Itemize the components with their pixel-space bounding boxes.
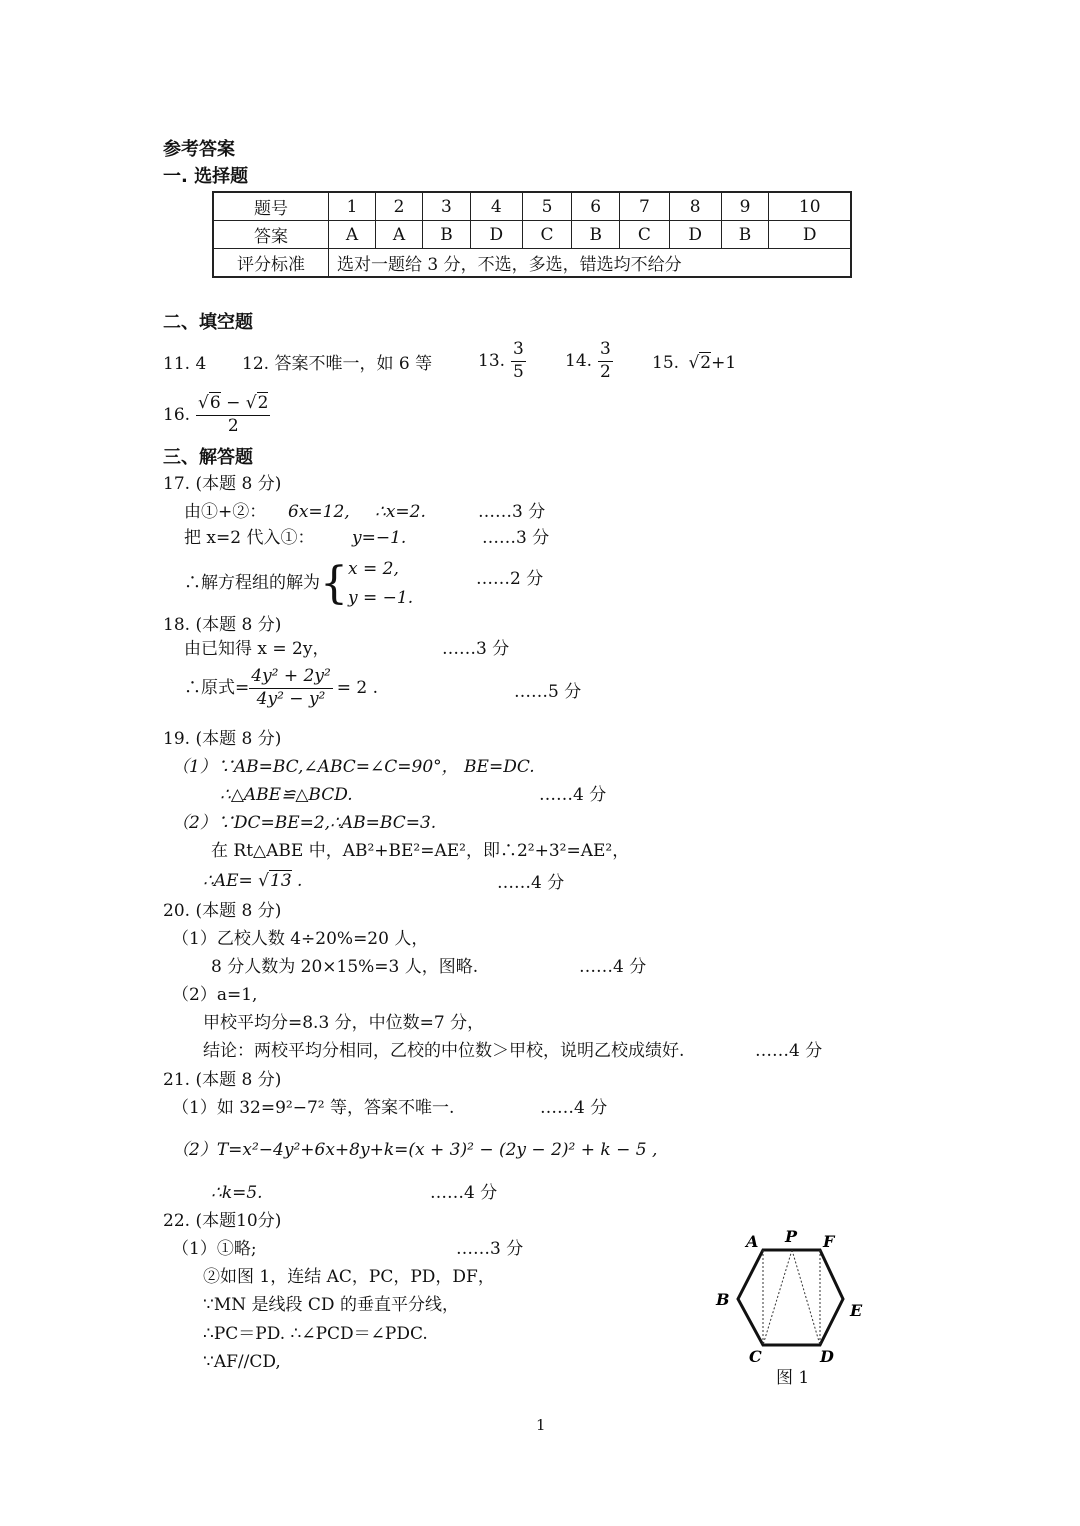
score-mark: ……4 分	[539, 785, 607, 805]
table-cell: 4	[470, 192, 522, 221]
q22-line5: ∵AF//CD,	[203, 1352, 281, 1372]
score-mark: ……3 分	[456, 1239, 524, 1259]
numerator: 3	[511, 341, 526, 362]
score-mark: ……4 分	[755, 1041, 823, 1061]
score-mark: ……3 分	[442, 639, 510, 659]
radicand: 2	[257, 393, 269, 413]
score-mark: ……5 分	[514, 682, 582, 702]
q17-line2-a: 把 x=2 代入①：	[184, 528, 315, 548]
denominator: 5	[513, 361, 524, 382]
table-cell: A	[376, 221, 423, 249]
q22-line2: ②如图 1，连结 AC，PC，PD，DF，	[203, 1267, 495, 1287]
fraction	[511, 341, 526, 382]
q19-line4: 在 Rt△ABE 中，AB²+BE²=AE²，即∴2²+3²=AE²，	[211, 841, 630, 861]
fraction	[598, 341, 613, 382]
section-fill-heading: 二、填空题	[163, 312, 253, 333]
equation-system	[348, 555, 413, 613]
sqrt-sign-icon: √	[198, 393, 209, 413]
vertex-label-b: B	[716, 1290, 730, 1309]
q21-line3: ∴k=5.	[211, 1183, 263, 1203]
answer-13	[478, 341, 526, 382]
score-mark: ……4 分	[430, 1183, 498, 1203]
q20-line3: （2）a=1,	[172, 985, 258, 1005]
q19-heading: 19. (本题 8 分)	[163, 729, 282, 749]
table-cell: C	[522, 221, 572, 249]
table-cell: 选对一题给 3 分，不选，多选，错选均不给分	[329, 249, 852, 278]
q21-line1: （1）如 32=9²−7² 等，答案不唯一.	[172, 1098, 455, 1118]
table-cell: 2	[376, 192, 423, 221]
q17-line3-a: ∴解方程组的解为	[184, 573, 320, 594]
score-mark: ……4 分	[579, 957, 647, 977]
table-row	[213, 192, 851, 221]
sqrt-sign-icon: √	[258, 871, 269, 891]
score-mark: ……3 分	[478, 502, 546, 522]
q19-line2: ∴△ABE≌△BCD.	[220, 785, 353, 805]
answer-14-label: 14.	[565, 350, 593, 371]
q18-line1: 由已知得 x = 2y，	[184, 639, 330, 659]
answer-14	[565, 341, 613, 382]
table-cell: 8	[669, 192, 721, 221]
section-solve-heading: 三、解答题	[163, 447, 253, 468]
radicand: 2	[700, 353, 712, 373]
q22-heading: 22. (本题10分)	[163, 1211, 282, 1231]
numerator: 4y² + 2y²	[249, 668, 333, 689]
segment-pc	[763, 1250, 792, 1345]
q17-line1-a: 由①+②：	[184, 502, 267, 522]
q19-line5-b: .	[291, 871, 303, 891]
fraction	[196, 395, 270, 436]
score-mark: ……4 分	[497, 873, 565, 893]
answer-12: 12. 答案不唯一，如 6 等	[242, 354, 433, 374]
q19-line1: （1）∵AB=BC,∠ABC=∠C=90°， BE=DC.	[172, 757, 535, 777]
denominator: 2	[600, 361, 611, 382]
q20-line1: （1）乙校人数 4÷20%=20 人，	[172, 929, 429, 949]
answer-11: 11. 4	[163, 354, 207, 374]
minus-sign: −	[220, 393, 246, 413]
q22-line4: ∴PC＝PD. ∴∠PCD＝∠PDC.	[203, 1324, 428, 1344]
table-cell: D	[470, 221, 522, 249]
radicand: 13	[270, 871, 292, 891]
numerator	[196, 395, 270, 416]
vertex-label-e: E	[850, 1301, 863, 1320]
q21-heading: 21. (本题 8 分)	[163, 1070, 282, 1090]
denominator: 4y² − y²	[256, 688, 326, 709]
sqrt-sign-icon: √	[688, 353, 700, 373]
page-title: 参考答案	[163, 139, 235, 160]
vertex-label-f: F	[823, 1232, 835, 1251]
q20-line5: 结论：两校平均分相同，乙校的中位数＞甲校，说明乙校成绩好.	[203, 1041, 685, 1061]
answer-16-label: 16.	[163, 404, 191, 425]
q22-line1: （1）①略;	[172, 1239, 257, 1259]
table-cell: 答案	[213, 221, 329, 249]
answer-16	[163, 395, 270, 436]
q19-line5	[203, 873, 302, 890]
page-number: 1	[536, 1416, 546, 1434]
table-cell: 1	[329, 192, 376, 221]
hexagon-outline	[738, 1250, 843, 1345]
equation-1: x = 2,	[348, 559, 399, 579]
table-cell: 6	[572, 192, 620, 221]
brace-icon: {	[320, 557, 348, 609]
q17-line1-b: 6x=12,	[288, 502, 350, 522]
score-mark: ……3 分	[482, 528, 550, 548]
q18-line2	[184, 668, 378, 709]
table-cell: 题号	[213, 192, 329, 221]
vertex-label-d: D	[820, 1347, 834, 1362]
hexagon-figure	[700, 1222, 880, 1362]
q17-line2-b: y=−1.	[352, 528, 407, 548]
answer-table	[212, 191, 852, 278]
sqrt-sign-icon: √	[245, 393, 257, 413]
q20-line4: 甲校平均分=8.3 分，中位数=7 分，	[203, 1013, 485, 1033]
answer-15	[652, 355, 736, 372]
vertex-label-c: C	[749, 1347, 762, 1362]
table-cell: 9	[721, 192, 769, 221]
q17-heading: 17. (本题 8 分)	[163, 474, 282, 494]
table-row	[213, 249, 851, 278]
radicand: 6	[209, 393, 221, 413]
answer-15-label: 15.	[652, 353, 680, 373]
section-choice-heading: 一. 选择题	[163, 166, 249, 187]
q19-line3: （2）∵DC=BE=2,∴AB=BC=3.	[172, 813, 437, 833]
table-row	[213, 221, 851, 249]
table-cell: C	[620, 221, 670, 249]
table-cell: B	[572, 221, 620, 249]
q18-heading: 18. (本题 8 分)	[163, 615, 282, 635]
score-mark: ……2 分	[476, 569, 544, 589]
vertex-label-p: P	[785, 1227, 798, 1246]
q22-line3: ∵MN 是线段 CD 的垂直平分线，	[203, 1295, 459, 1315]
table-cell: 7	[620, 192, 670, 221]
q20-line2: 8 分人数为 20×15%=3 人，图略.	[211, 957, 479, 977]
numerator: 3	[598, 341, 613, 362]
answer-15-tail: +1	[711, 353, 737, 373]
figure-caption: 图 1	[776, 1368, 810, 1388]
table-cell: 评分标准	[213, 249, 329, 278]
q17-line1-c: ∴x=2.	[375, 502, 426, 522]
table-cell: 5	[522, 192, 572, 221]
equation-2: y = −1.	[348, 587, 414, 608]
score-mark: ……4 分	[540, 1098, 608, 1118]
answer-13-label: 13.	[478, 350, 506, 371]
segment-pd	[792, 1250, 820, 1345]
fraction	[249, 668, 333, 709]
table-cell: D	[769, 221, 851, 249]
table-cell: 10	[769, 192, 851, 221]
table-cell: B	[423, 221, 471, 249]
q21-line2: （2）T=x²−4y²+6x+8y+k=(x + 3)² − (2y − 2)² + k − 5 ,	[172, 1140, 658, 1160]
denominator: 2	[227, 415, 239, 436]
table-cell: A	[329, 221, 376, 249]
q17-line3	[184, 555, 413, 613]
table-cell: 3	[423, 192, 471, 221]
table-cell: B	[721, 221, 769, 249]
q18-line2-a: ∴原式=	[184, 677, 250, 698]
q20-heading: 20. (本题 8 分)	[163, 901, 282, 921]
table-cell: D	[669, 221, 721, 249]
q18-line2-b: = 2 .	[336, 677, 379, 698]
vertex-label-a: A	[746, 1232, 759, 1251]
q19-line5-a: ∴AE=	[203, 871, 259, 891]
